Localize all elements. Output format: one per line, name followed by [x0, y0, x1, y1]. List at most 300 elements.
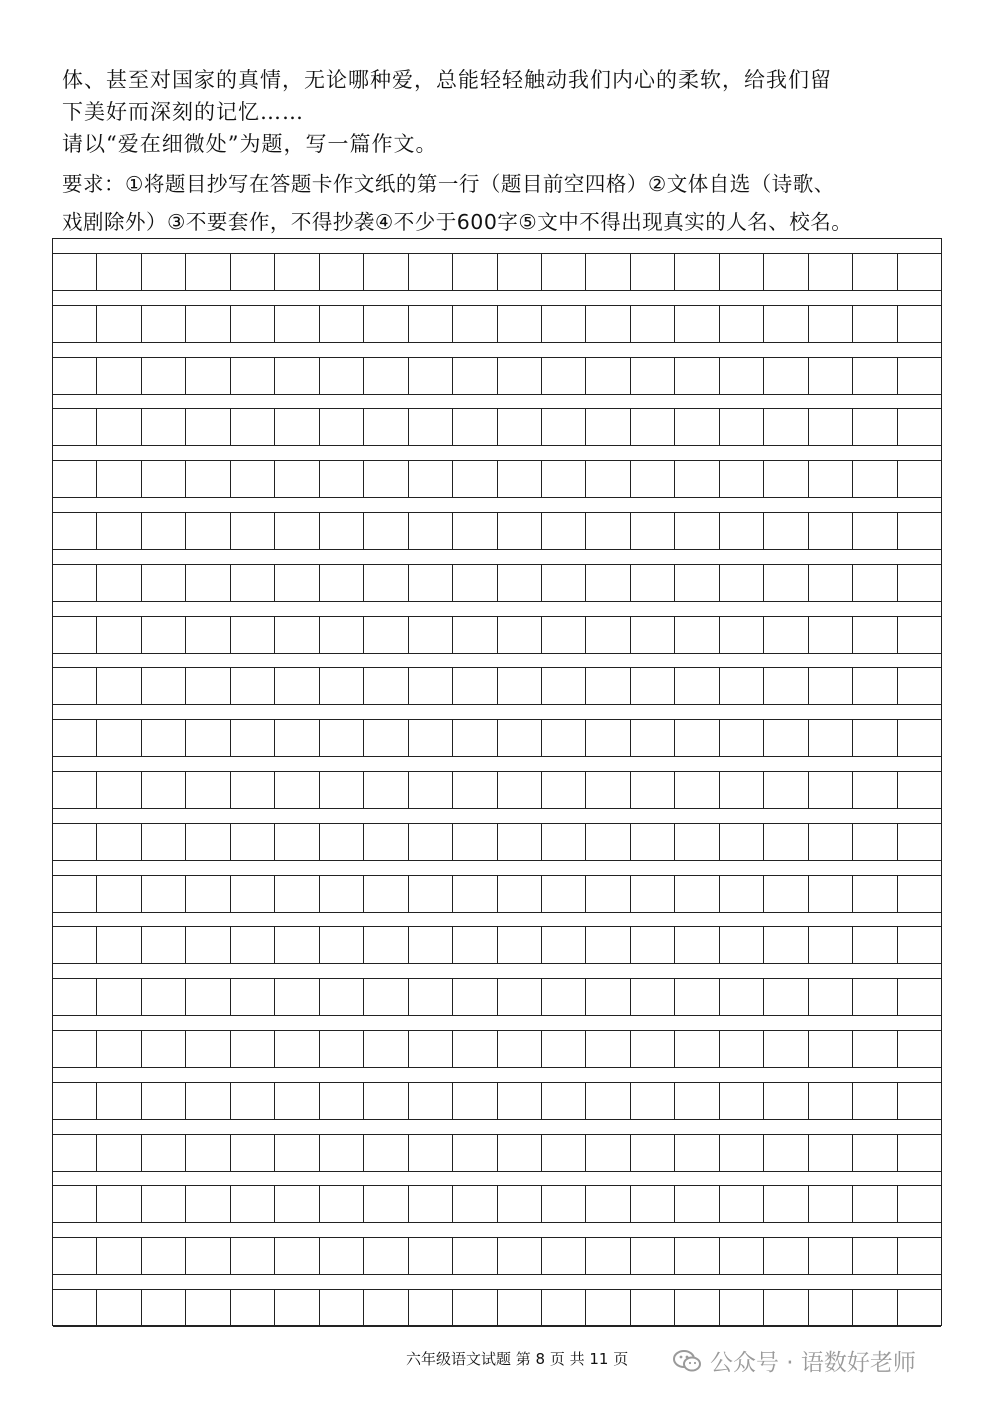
grid-cell[interactable] — [542, 513, 586, 549]
grid-cell[interactable] — [498, 358, 542, 394]
grid-cell[interactable] — [186, 1031, 230, 1067]
grid-cell[interactable] — [809, 720, 853, 756]
grid-cell[interactable] — [631, 358, 675, 394]
grid-cell[interactable] — [186, 720, 230, 756]
grid-cell[interactable] — [320, 358, 364, 394]
grid-cell[interactable] — [453, 876, 497, 912]
grid-cell[interactable] — [53, 1238, 97, 1274]
grid-cell[interactable] — [675, 720, 719, 756]
grid-cell[interactable] — [675, 876, 719, 912]
grid-cell[interactable] — [631, 1135, 675, 1171]
grid-cell[interactable] — [409, 461, 453, 497]
grid-cell[interactable] — [53, 254, 97, 290]
grid-cell[interactable] — [142, 1031, 186, 1067]
grid-cell[interactable] — [853, 1135, 897, 1171]
grid-cell[interactable] — [231, 668, 275, 704]
grid-cell[interactable] — [142, 772, 186, 808]
grid-cell[interactable] — [542, 565, 586, 601]
grid-cell[interactable] — [364, 513, 408, 549]
grid-cell[interactable] — [586, 824, 630, 860]
grid-cell[interactable] — [453, 1135, 497, 1171]
grid-cell[interactable] — [809, 668, 853, 704]
grid-cell[interactable] — [275, 772, 319, 808]
grid-cell[interactable] — [186, 358, 230, 394]
grid-cell[interactable] — [97, 979, 141, 1015]
grid-cell[interactable] — [231, 1031, 275, 1067]
grid-cell[interactable] — [542, 979, 586, 1015]
grid-cell[interactable] — [498, 461, 542, 497]
grid-cell[interactable] — [275, 927, 319, 963]
grid-cell[interactable] — [631, 461, 675, 497]
grid-cell[interactable] — [498, 668, 542, 704]
grid-cell[interactable] — [898, 409, 941, 445]
grid-cell[interactable] — [720, 409, 764, 445]
grid-cell[interactable] — [809, 772, 853, 808]
grid-cell[interactable] — [142, 720, 186, 756]
grid-cell[interactable] — [764, 358, 808, 394]
grid-cell[interactable] — [364, 876, 408, 912]
grid-cell[interactable] — [809, 1083, 853, 1119]
grid-cell[interactable] — [186, 1135, 230, 1171]
grid-cell[interactable] — [586, 254, 630, 290]
grid-cell[interactable] — [231, 1186, 275, 1222]
grid-cell[interactable] — [186, 1083, 230, 1119]
grid-cell[interactable] — [498, 979, 542, 1015]
grid-cell[interactable] — [97, 927, 141, 963]
grid-cell[interactable] — [764, 513, 808, 549]
grid-cell[interactable] — [453, 772, 497, 808]
grid-cell[interactable] — [675, 927, 719, 963]
grid-cell[interactable] — [53, 876, 97, 912]
grid-cell[interactable] — [364, 1290, 408, 1326]
grid-cell[interactable] — [231, 720, 275, 756]
grid-cell[interactable] — [586, 1031, 630, 1067]
grid-cell[interactable] — [764, 720, 808, 756]
grid-cell[interactable] — [809, 306, 853, 342]
grid-cell[interactable] — [498, 720, 542, 756]
grid-cell[interactable] — [275, 1135, 319, 1171]
grid-cell[interactable] — [764, 1135, 808, 1171]
grid-cell[interactable] — [53, 565, 97, 601]
grid-cell[interactable] — [720, 1290, 764, 1326]
grid-cell[interactable] — [231, 824, 275, 860]
grid-cell[interactable] — [498, 617, 542, 653]
grid-cell[interactable] — [631, 824, 675, 860]
grid-cell[interactable] — [364, 1083, 408, 1119]
grid-cell[interactable] — [853, 1238, 897, 1274]
grid-cell[interactable] — [720, 876, 764, 912]
grid-cell[interactable] — [809, 254, 853, 290]
grid-cell[interactable] — [764, 979, 808, 1015]
grid-cell[interactable] — [898, 824, 941, 860]
grid-cell[interactable] — [898, 306, 941, 342]
grid-cell[interactable] — [320, 409, 364, 445]
grid-cell[interactable] — [720, 1031, 764, 1067]
grid-cell[interactable] — [586, 513, 630, 549]
grid-cell[interactable] — [231, 1290, 275, 1326]
grid-cell[interactable] — [631, 306, 675, 342]
grid-cell[interactable] — [275, 565, 319, 601]
grid-cell[interactable] — [97, 1135, 141, 1171]
grid-cell[interactable] — [186, 513, 230, 549]
grid-cell[interactable] — [142, 565, 186, 601]
grid-cell[interactable] — [809, 461, 853, 497]
grid-cell[interactable] — [809, 927, 853, 963]
grid-cell[interactable] — [275, 306, 319, 342]
grid-cell[interactable] — [97, 668, 141, 704]
grid-cell[interactable] — [853, 513, 897, 549]
grid-cell[interactable] — [764, 1238, 808, 1274]
grid-cell[interactable] — [898, 461, 941, 497]
grid-cell[interactable] — [809, 1135, 853, 1171]
grid-cell[interactable] — [853, 461, 897, 497]
grid-cell[interactable] — [364, 254, 408, 290]
grid-cell[interactable] — [720, 1135, 764, 1171]
grid-cell[interactable] — [898, 927, 941, 963]
grid-cell[interactable] — [142, 1083, 186, 1119]
grid-cell[interactable] — [53, 461, 97, 497]
grid-cell[interactable] — [631, 979, 675, 1015]
grid-cell[interactable] — [409, 513, 453, 549]
grid-cell[interactable] — [898, 876, 941, 912]
grid-cell[interactable] — [631, 772, 675, 808]
grid-cell[interactable] — [809, 513, 853, 549]
grid-cell[interactable] — [675, 409, 719, 445]
grid-cell[interactable] — [720, 1186, 764, 1222]
grid-cell[interactable] — [275, 668, 319, 704]
grid-cell[interactable] — [498, 1031, 542, 1067]
grid-cell[interactable] — [142, 306, 186, 342]
grid-cell[interactable] — [631, 1031, 675, 1067]
grid-cell[interactable] — [409, 617, 453, 653]
grid-cell[interactable] — [853, 254, 897, 290]
grid-cell[interactable] — [275, 1186, 319, 1222]
grid-cell[interactable] — [97, 824, 141, 860]
grid-cell[interactable] — [320, 617, 364, 653]
grid-cell[interactable] — [809, 876, 853, 912]
grid-cell[interactable] — [231, 461, 275, 497]
grid-cell[interactable] — [898, 1031, 941, 1067]
grid-cell[interactable] — [898, 617, 941, 653]
grid-cell[interactable] — [498, 1135, 542, 1171]
grid-cell[interactable] — [764, 824, 808, 860]
grid-cell[interactable] — [320, 876, 364, 912]
grid-cell[interactable] — [898, 1238, 941, 1274]
grid-cell[interactable] — [631, 720, 675, 756]
grid-cell[interactable] — [542, 824, 586, 860]
grid-cell[interactable] — [186, 1238, 230, 1274]
grid-cell[interactable] — [809, 824, 853, 860]
grid-cell[interactable] — [453, 1186, 497, 1222]
grid-cell[interactable] — [764, 409, 808, 445]
grid-cell[interactable] — [97, 1083, 141, 1119]
grid-cell[interactable] — [186, 1186, 230, 1222]
grid-cell[interactable] — [142, 668, 186, 704]
grid-cell[interactable] — [586, 461, 630, 497]
grid-cell[interactable] — [142, 979, 186, 1015]
grid-cell[interactable] — [409, 927, 453, 963]
grid-cell[interactable] — [364, 306, 408, 342]
grid-cell[interactable] — [720, 513, 764, 549]
grid-cell[interactable] — [320, 1290, 364, 1326]
grid-cell[interactable] — [764, 927, 808, 963]
grid-cell[interactable] — [97, 1186, 141, 1222]
grid-cell[interactable] — [320, 1083, 364, 1119]
grid-cell[interactable] — [453, 1290, 497, 1326]
grid-cell[interactable] — [720, 617, 764, 653]
grid-cell[interactable] — [275, 1238, 319, 1274]
grid-cell[interactable] — [231, 772, 275, 808]
grid-cell[interactable] — [586, 617, 630, 653]
grid-cell[interactable] — [586, 358, 630, 394]
grid-cell[interactable] — [853, 1290, 897, 1326]
grid-cell[interactable] — [453, 1031, 497, 1067]
grid-cell[interactable] — [720, 358, 764, 394]
grid-cell[interactable] — [364, 1238, 408, 1274]
grid-cell[interactable] — [320, 772, 364, 808]
grid-cell[interactable] — [453, 617, 497, 653]
grid-cell[interactable] — [409, 565, 453, 601]
grid-cell[interactable] — [275, 720, 319, 756]
grid-cell[interactable] — [409, 254, 453, 290]
grid-cell[interactable] — [320, 1135, 364, 1171]
grid-cell[interactable] — [186, 876, 230, 912]
grid-cell[interactable] — [542, 409, 586, 445]
grid-cell[interactable] — [586, 772, 630, 808]
grid-cell[interactable] — [453, 461, 497, 497]
grid-cell[interactable] — [498, 565, 542, 601]
grid-cell[interactable] — [53, 979, 97, 1015]
grid-cell[interactable] — [186, 1290, 230, 1326]
grid-cell[interactable] — [320, 254, 364, 290]
grid-cell[interactable] — [764, 306, 808, 342]
grid-cell[interactable] — [898, 254, 941, 290]
grid-cell[interactable] — [631, 876, 675, 912]
grid-cell[interactable] — [853, 306, 897, 342]
grid-cell[interactable] — [542, 306, 586, 342]
grid-cell[interactable] — [720, 772, 764, 808]
grid-cell[interactable] — [631, 668, 675, 704]
grid-cell[interactable] — [53, 409, 97, 445]
grid-cell[interactable] — [809, 358, 853, 394]
grid-cell[interactable] — [853, 772, 897, 808]
grid-cell[interactable] — [231, 617, 275, 653]
grid-cell[interactable] — [675, 1290, 719, 1326]
grid-cell[interactable] — [498, 772, 542, 808]
grid-cell[interactable] — [675, 617, 719, 653]
grid-cell[interactable] — [275, 1031, 319, 1067]
grid-cell[interactable] — [542, 1290, 586, 1326]
grid-cell[interactable] — [853, 617, 897, 653]
grid-cell[interactable] — [97, 617, 141, 653]
grid-cell[interactable] — [853, 1083, 897, 1119]
grid-cell[interactable] — [453, 358, 497, 394]
grid-cell[interactable] — [53, 1135, 97, 1171]
grid-cell[interactable] — [453, 254, 497, 290]
grid-cell[interactable] — [764, 1186, 808, 1222]
grid-cell[interactable] — [364, 617, 408, 653]
grid-cell[interactable] — [853, 409, 897, 445]
grid-cell[interactable] — [320, 1031, 364, 1067]
grid-cell[interactable] — [453, 927, 497, 963]
grid-cell[interactable] — [542, 617, 586, 653]
grid-cell[interactable] — [231, 1083, 275, 1119]
grid-cell[interactable] — [364, 668, 408, 704]
grid-cell[interactable] — [275, 409, 319, 445]
grid-cell[interactable] — [631, 927, 675, 963]
grid-cell[interactable] — [142, 1238, 186, 1274]
grid-cell[interactable] — [97, 1290, 141, 1326]
grid-cell[interactable] — [586, 1083, 630, 1119]
grid-cell[interactable] — [320, 668, 364, 704]
grid-cell[interactable] — [53, 306, 97, 342]
grid-cell[interactable] — [186, 306, 230, 342]
grid-cell[interactable] — [409, 1290, 453, 1326]
grid-cell[interactable] — [631, 617, 675, 653]
grid-cell[interactable] — [675, 1135, 719, 1171]
grid-cell[interactable] — [675, 1031, 719, 1067]
grid-cell[interactable] — [320, 1186, 364, 1222]
grid-cell[interactable] — [231, 1135, 275, 1171]
grid-cell[interactable] — [231, 927, 275, 963]
grid-cell[interactable] — [142, 254, 186, 290]
grid-cell[interactable] — [53, 824, 97, 860]
grid-cell[interactable] — [675, 1083, 719, 1119]
grid-cell[interactable] — [631, 1290, 675, 1326]
grid-cell[interactable] — [764, 565, 808, 601]
grid-cell[interactable] — [631, 565, 675, 601]
grid-cell[interactable] — [853, 668, 897, 704]
grid-cell[interactable] — [53, 720, 97, 756]
grid-cell[interactable] — [764, 1083, 808, 1119]
grid-cell[interactable] — [809, 1186, 853, 1222]
grid-cell[interactable] — [409, 409, 453, 445]
grid-cell[interactable] — [675, 358, 719, 394]
grid-cell[interactable] — [720, 1238, 764, 1274]
grid-cell[interactable] — [409, 876, 453, 912]
grid-cell[interactable] — [97, 254, 141, 290]
grid-cell[interactable] — [720, 461, 764, 497]
grid-cell[interactable] — [97, 1031, 141, 1067]
grid-cell[interactable] — [364, 824, 408, 860]
grid-cell[interactable] — [498, 1238, 542, 1274]
grid-cell[interactable] — [142, 1186, 186, 1222]
grid-cell[interactable] — [364, 409, 408, 445]
grid-cell[interactable] — [809, 979, 853, 1015]
grid-cell[interactable] — [320, 565, 364, 601]
grid-cell[interactable] — [675, 306, 719, 342]
grid-cell[interactable] — [97, 876, 141, 912]
grid-cell[interactable] — [498, 927, 542, 963]
grid-cell[interactable] — [675, 668, 719, 704]
grid-cell[interactable] — [764, 1031, 808, 1067]
grid-cell[interactable] — [186, 461, 230, 497]
grid-cell[interactable] — [364, 927, 408, 963]
grid-cell[interactable] — [675, 565, 719, 601]
grid-cell[interactable] — [186, 668, 230, 704]
grid-cell[interactable] — [186, 824, 230, 860]
grid-cell[interactable] — [809, 1031, 853, 1067]
grid-cell[interactable] — [453, 1238, 497, 1274]
grid-cell[interactable] — [453, 668, 497, 704]
grid-cell[interactable] — [853, 358, 897, 394]
grid-cell[interactable] — [275, 254, 319, 290]
grid-cell[interactable] — [142, 824, 186, 860]
grid-cell[interactable] — [53, 927, 97, 963]
grid-cell[interactable] — [853, 979, 897, 1015]
grid-cell[interactable] — [809, 1290, 853, 1326]
grid-cell[interactable] — [542, 461, 586, 497]
grid-cell[interactable] — [498, 876, 542, 912]
grid-cell[interactable] — [675, 254, 719, 290]
grid-cell[interactable] — [231, 979, 275, 1015]
grid-cell[interactable] — [853, 1186, 897, 1222]
grid-cell[interactable] — [409, 1083, 453, 1119]
grid-cell[interactable] — [542, 927, 586, 963]
grid-cell[interactable] — [409, 772, 453, 808]
grid-cell[interactable] — [275, 979, 319, 1015]
grid-cell[interactable] — [142, 409, 186, 445]
grid-cell[interactable] — [675, 461, 719, 497]
grid-cell[interactable] — [275, 513, 319, 549]
grid-cell[interactable] — [498, 254, 542, 290]
grid-cell[interactable] — [364, 979, 408, 1015]
grid-cell[interactable] — [898, 565, 941, 601]
grid-cell[interactable] — [186, 565, 230, 601]
grid-cell[interactable] — [364, 1135, 408, 1171]
grid-cell[interactable] — [542, 772, 586, 808]
grid-cell[interactable] — [586, 876, 630, 912]
grid-cell[interactable] — [586, 1135, 630, 1171]
grid-cell[interactable] — [409, 720, 453, 756]
grid-cell[interactable] — [764, 1290, 808, 1326]
grid-cell[interactable] — [720, 254, 764, 290]
grid-cell[interactable] — [809, 617, 853, 653]
grid-cell[interactable] — [809, 409, 853, 445]
grid-cell[interactable] — [320, 461, 364, 497]
grid-cell[interactable] — [898, 668, 941, 704]
grid-cell[interactable] — [53, 358, 97, 394]
grid-cell[interactable] — [142, 513, 186, 549]
grid-cell[interactable] — [586, 306, 630, 342]
grid-cell[interactable] — [275, 824, 319, 860]
grid-cell[interactable] — [409, 1186, 453, 1222]
grid-cell[interactable] — [186, 409, 230, 445]
grid-cell[interactable] — [720, 720, 764, 756]
grid-cell[interactable] — [498, 513, 542, 549]
grid-cell[interactable] — [498, 306, 542, 342]
grid-cell[interactable] — [498, 1083, 542, 1119]
grid-cell[interactable] — [142, 1290, 186, 1326]
grid-cell[interactable] — [542, 720, 586, 756]
grid-cell[interactable] — [631, 1238, 675, 1274]
grid-cell[interactable] — [186, 617, 230, 653]
grid-cell[interactable] — [586, 927, 630, 963]
grid-cell[interactable] — [53, 513, 97, 549]
grid-cell[interactable] — [231, 254, 275, 290]
grid-cell[interactable] — [720, 306, 764, 342]
grid-cell[interactable] — [764, 668, 808, 704]
grid-cell[interactable] — [675, 1186, 719, 1222]
grid-cell[interactable] — [409, 358, 453, 394]
grid-cell[interactable] — [186, 254, 230, 290]
grid-cell[interactable] — [586, 409, 630, 445]
grid-cell[interactable] — [320, 927, 364, 963]
grid-cell[interactable] — [453, 513, 497, 549]
grid-cell[interactable] — [898, 1186, 941, 1222]
grid-cell[interactable] — [631, 513, 675, 549]
grid-cell[interactable] — [320, 513, 364, 549]
